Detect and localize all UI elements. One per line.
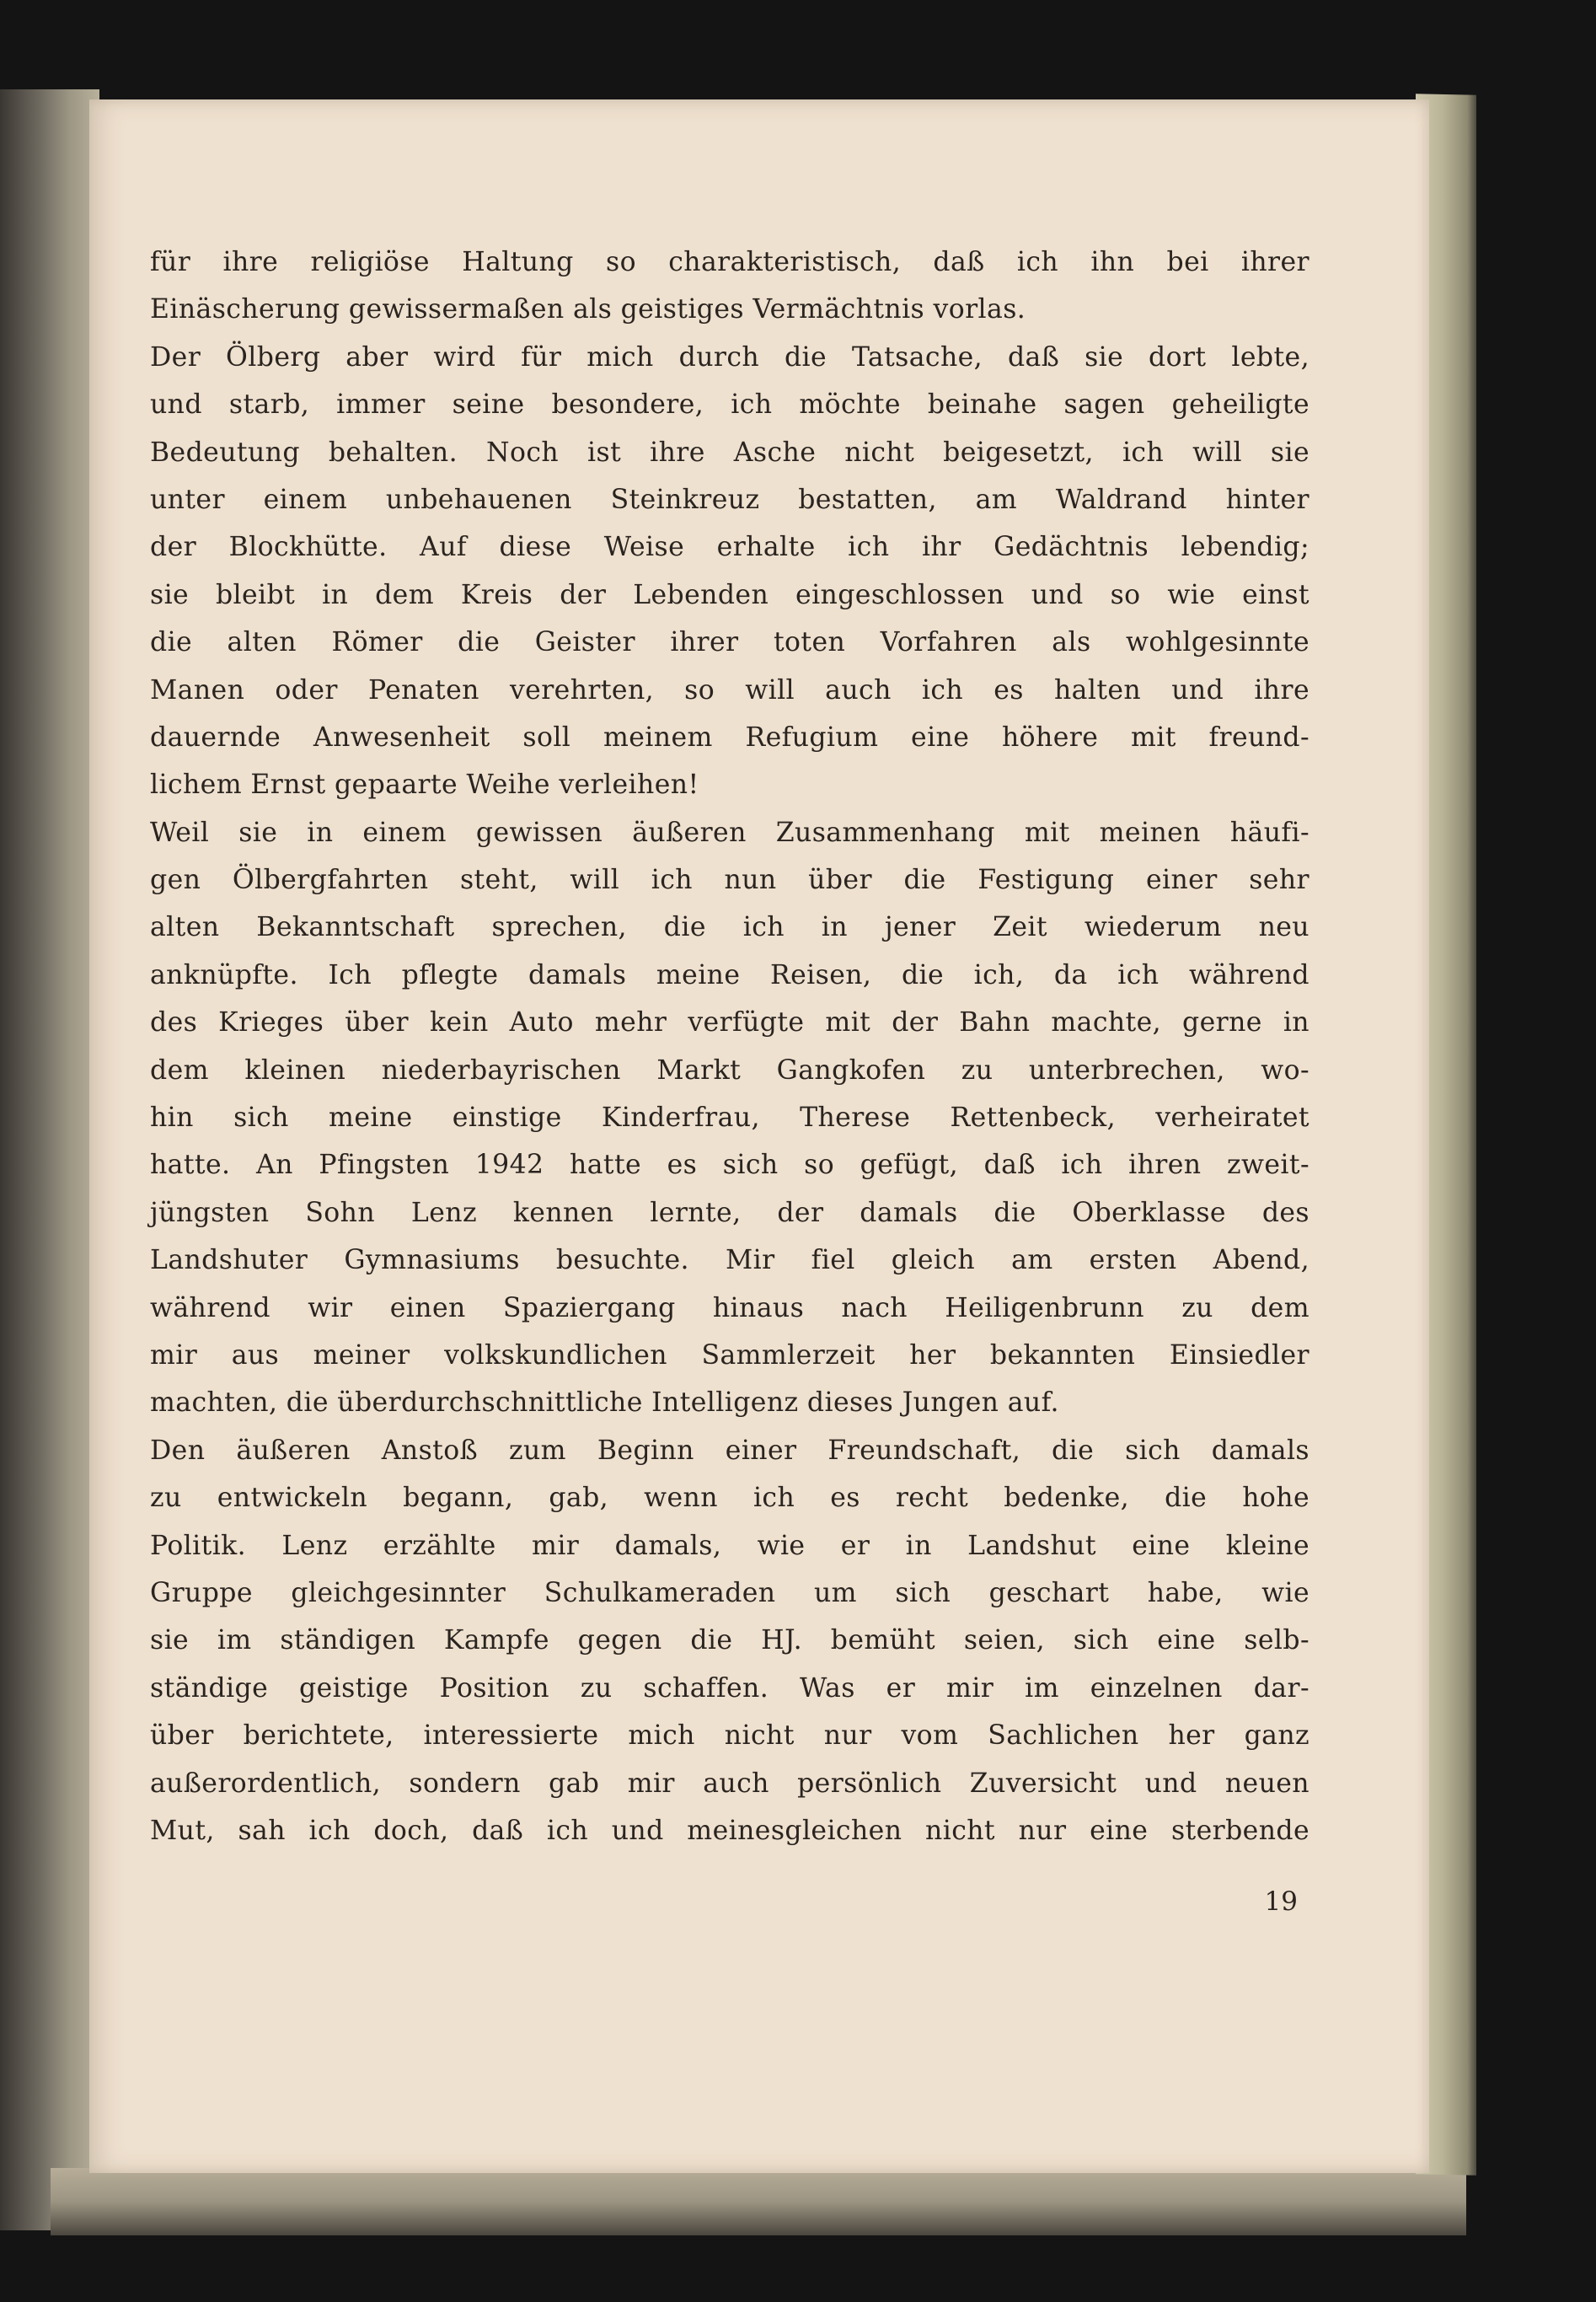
text-line: dem kleinen niederbayrischen Markt Gangkofen zu unterbrechen, wo- (150, 1054, 1309, 1086)
text-line: unter einem unbehauenen Steinkreuz bestatten, am Waldrand hinter (150, 484, 1309, 515)
text-line: lichem Ernst gepaarte Weihe verleihen! (150, 770, 699, 801)
text-line: gen Ölbergfahrten steht, will ich nun über die Festigung einer sehr (150, 865, 1309, 896)
text-line: sie bleibt in dem Kreis der Lebenden eingeschlossen und so wie einst (150, 579, 1309, 610)
page-number: 19 (1264, 1886, 1298, 1917)
text-line: Manen oder Penaten verehrten, so will auch ich es halten und ihre (150, 674, 1309, 706)
text-line: zu entwickeln begann, gab, wenn ich es recht bedenke, die hohe (150, 1483, 1309, 1514)
text-line: dauernde Anwesenheit soll meinem Refugium eine höhere mit freund- (150, 722, 1309, 753)
text-line: Der Ölberg aber wird für mich durch die Tatsache, daß sie dort lebte, (150, 341, 1309, 373)
text-line: der Blockhütte. Auf diese Weise erhalte ich ihr Gedächtnis lebendig; (150, 532, 1309, 563)
text-line: anknüpfte. Ich pflegte damals meine Reisen, die ich, da ich während (150, 959, 1309, 990)
text-line: und starb, immer seine besondere, ich möchte beinahe sagen geheiligte (150, 389, 1309, 421)
text-line: Weil sie in einem gewissen äußeren Zusammenhang mit meinen häufi- (150, 817, 1309, 848)
text-line: Einäscherung gewissermaßen als geistiges Vermächtnis vorlas. (150, 294, 1026, 325)
text-line: machten, die überdurchschnittliche Intelligenz dieses Jungen auf. (150, 1387, 1059, 1419)
text-line: hin sich meine einstige Kinderfrau, Therese Rettenbeck, verheiratet (150, 1103, 1309, 1134)
text-line: jüngsten Sohn Lenz kennen lernte, der damals die Oberklasse des (150, 1197, 1309, 1228)
page-stack-bottom-edge (51, 2168, 1466, 2235)
text-line: Bedeutung behalten. Noch ist ihre Asche nicht beigesetzt, ich will sie (150, 437, 1309, 468)
text-line: ständige geistige Position zu schaffen. Was er mir im einzelnen dar- (150, 1672, 1309, 1704)
body-text (150, 239, 1309, 1854)
text-line: außerordentlich, sondern gab mir auch persönlich Zuversicht und neuen (150, 1768, 1309, 1799)
text-line: mir aus meiner volkskundlichen Sammlerzeit her bekannten Einsiedler (150, 1339, 1309, 1371)
text-line: des Krieges über kein Auto mehr verfügte mit der Bahn machte, gerne in (150, 1007, 1309, 1038)
text-line: während wir einen Spaziergang hinaus nach Heiligenbrunn zu dem (150, 1292, 1309, 1323)
text-line: hatte. An Pfingsten 1942 hatte es sich so gefügt, daß ich ihren zweit- (150, 1150, 1309, 1181)
text-line: Gruppe gleichgesinnter Schulkameraden um sich geschart habe, wie (150, 1577, 1309, 1608)
text-line: für ihre religiöse Haltung so charakteristisch, daß ich ihn bei ihrer (150, 247, 1309, 277)
text-line: Politik. Lenz erzählte mir damals, wie er in Landshut eine kleine (150, 1530, 1309, 1561)
book-page (89, 99, 1429, 2173)
book-cover-left-edge (0, 89, 99, 2230)
text-line: die alten Römer die Geister ihrer toten Vorfahren als wohlgesinnte (150, 627, 1309, 658)
text-line: über berichtete, interessierte mich nicht nur vom Sachlichen her ganz (150, 1720, 1309, 1752)
text-line: Den äußeren Anstoß zum Beginn einer Freundschaft, die sich damals (150, 1435, 1309, 1466)
text-line: sie im ständigen Kampfe gegen die HJ. bemüht seien, sich eine selb- (150, 1625, 1309, 1656)
text-line: alten Bekanntschaft sprechen, die ich in jener Zeit wiederum neu (150, 912, 1309, 943)
text-line: Landshuter Gymnasiums besuchte. Mir fiel gleich am ersten Abend, (150, 1245, 1309, 1276)
text-line: Mut, sah ich doch, daß ich und meinesgleichen nicht nur eine sterbende (150, 1815, 1309, 1846)
